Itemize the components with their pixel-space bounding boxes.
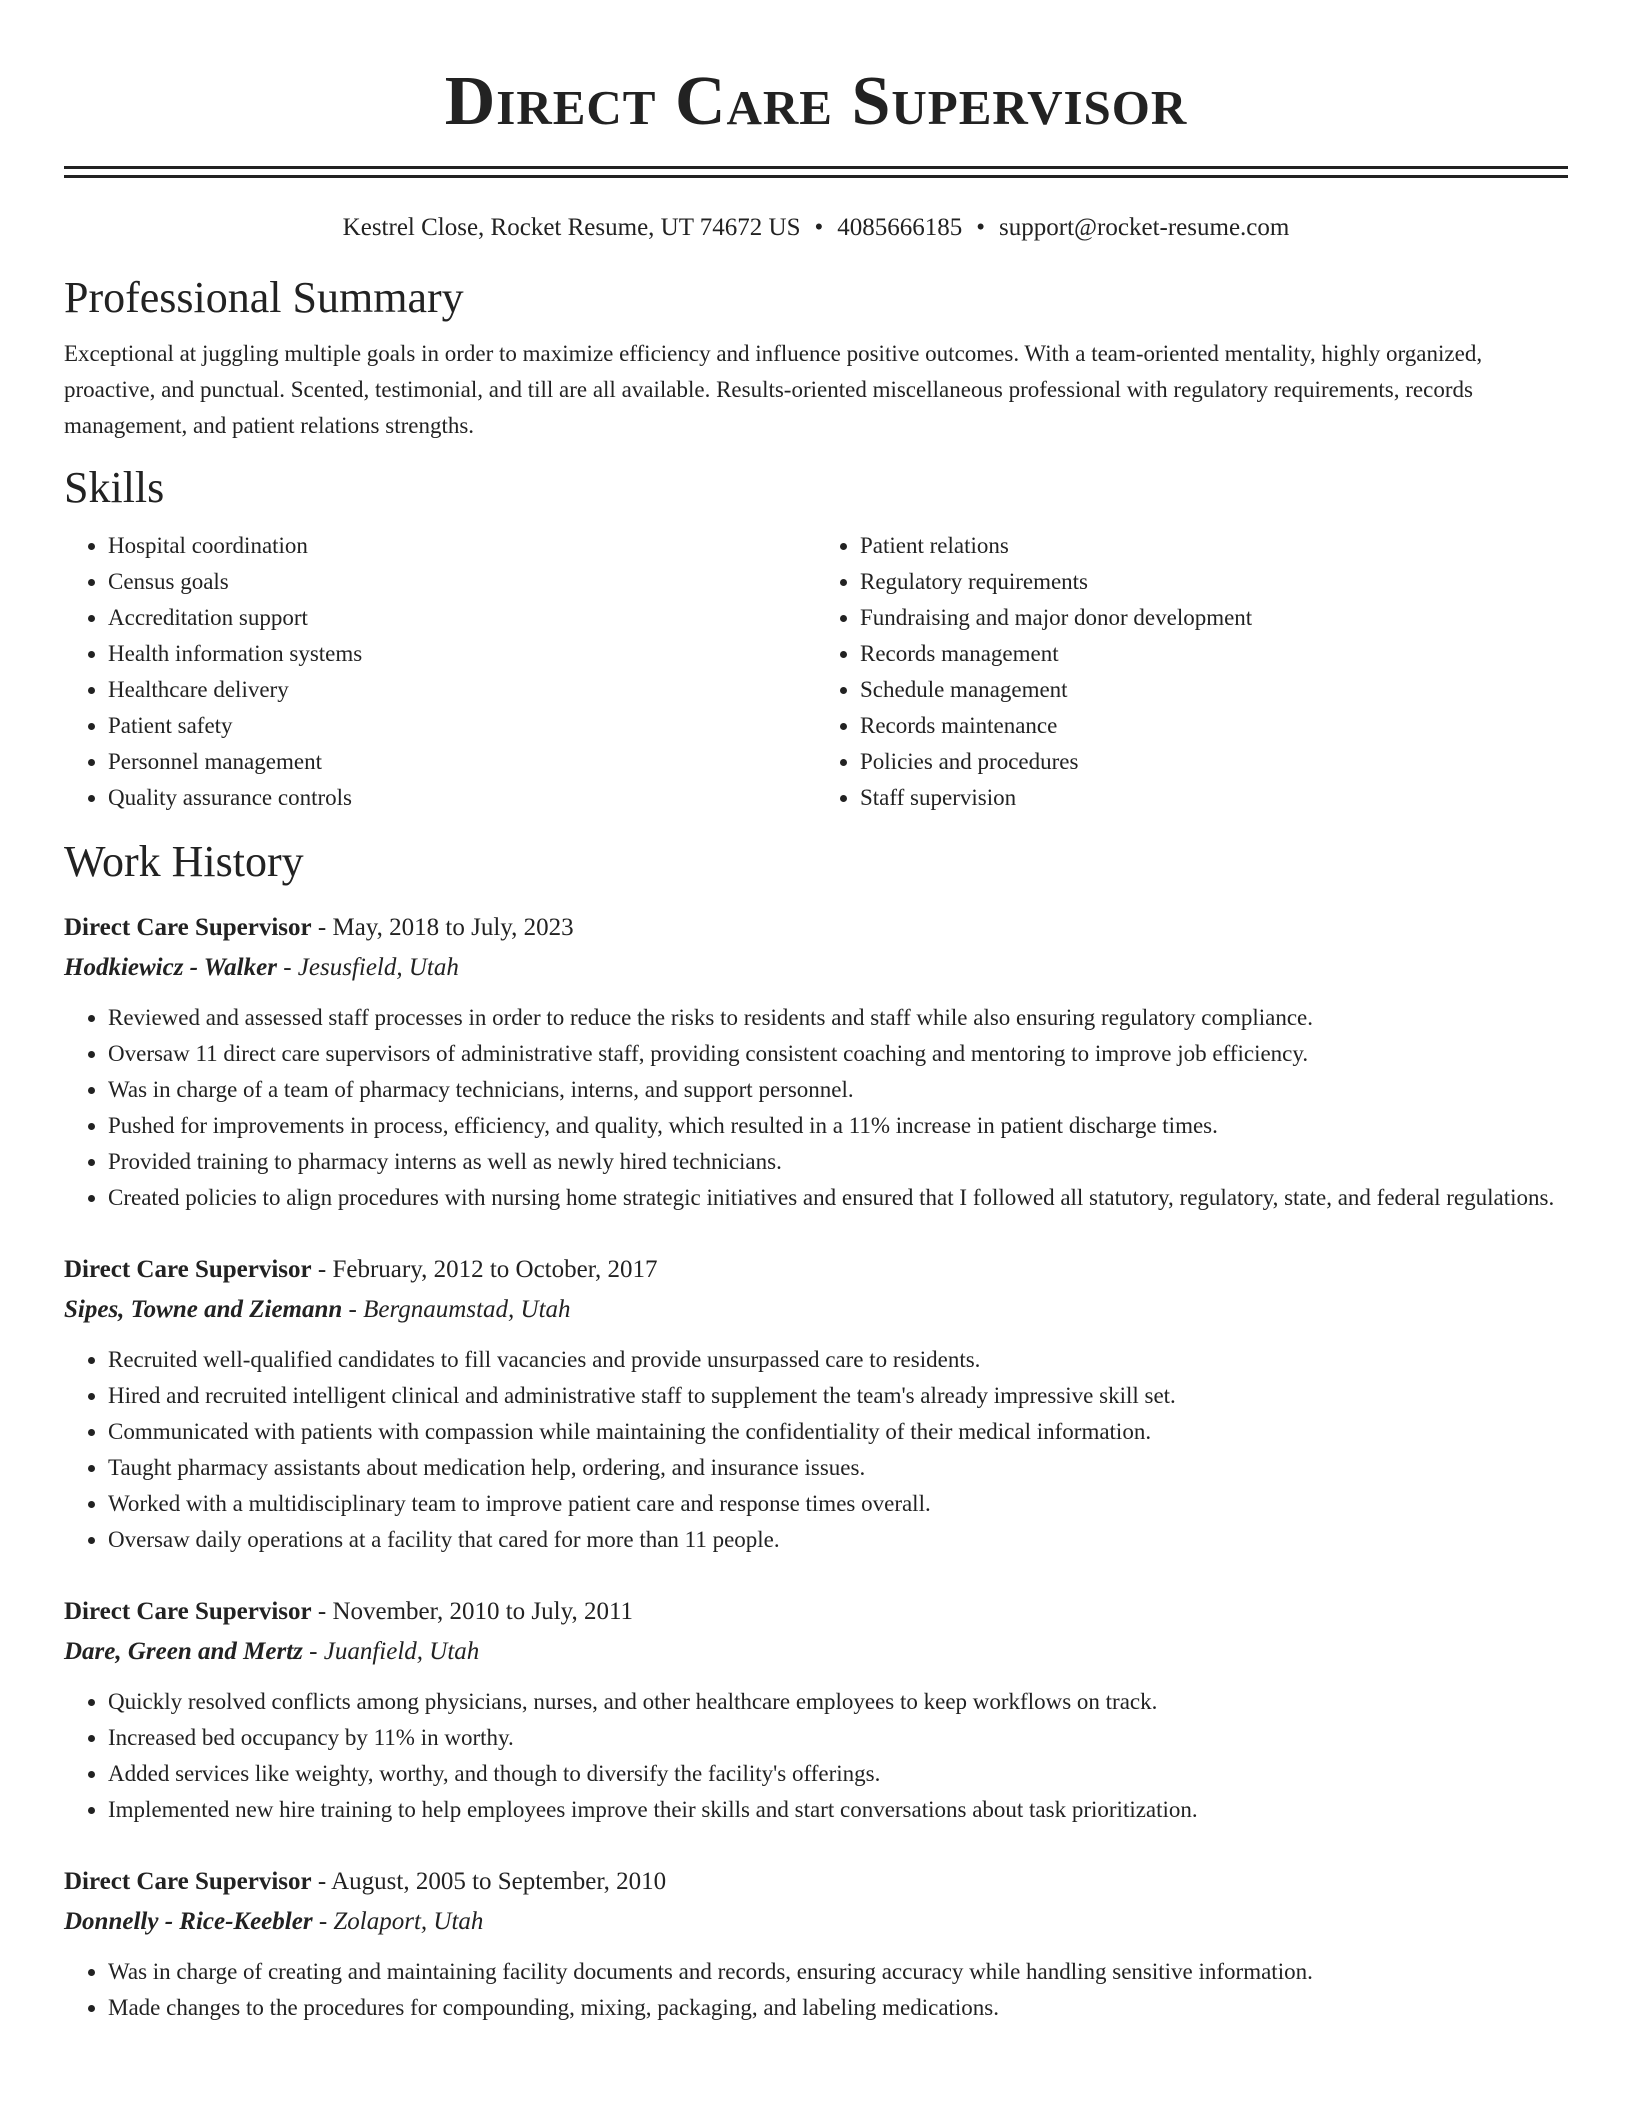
- skill-item: • Records management: [860, 636, 1568, 672]
- header-divider-bottom: [64, 175, 1568, 178]
- job-bullet: • Quickly resolved conflicts among physicians, nurses, and other healthcare employees to keep workflows on track.: [108, 1684, 1568, 1720]
- skill-item: • Policies and procedures: [860, 744, 1568, 780]
- job-dates: - May, 2018 to July, 2023: [311, 914, 574, 941]
- contact-phone: 4085666185: [837, 214, 963, 241]
- job-bullets: [64, 1342, 1568, 1558]
- skill-item: • Patient relations: [860, 528, 1568, 564]
- skill-item: • Accreditation support: [108, 600, 816, 636]
- job-location: - Juanfield, Utah: [302, 1638, 480, 1665]
- skill-item: • Regulatory requirements: [860, 564, 1568, 600]
- job-title-line: [64, 1250, 1568, 1290]
- job-bullet: • Oversaw 11 direct care supervisors of administrative staff, providing consistent coaching and mentoring to improve job efficiency.: [108, 1036, 1568, 1072]
- job-bullet: • Pushed for improvements in process, efficiency, and quality, which resulted in a 11% increase in patient discharge times.: [108, 1108, 1568, 1144]
- job-bullet: • Was in charge of creating and maintaining facility documents and records, ensuring accuracy while handling sensitive information.: [108, 1954, 1568, 1990]
- skill-item: • Records maintenance: [860, 708, 1568, 744]
- job-title-line: [64, 1592, 1568, 1632]
- job-entry: [64, 1592, 1568, 1828]
- skills-column-left: [64, 528, 816, 816]
- job-dates: - August, 2005 to September, 2010: [311, 1868, 667, 1895]
- skill-item: • Staff supervision: [860, 780, 1568, 816]
- job-bullet: • Made changes to the procedures for compounding, mixing, packaging, and labeling medications.: [108, 1990, 1568, 2026]
- contact-address: Kestrel Close, Rocket Resume, UT 74672 US: [342, 214, 801, 241]
- work-history-list: [64, 908, 1568, 2026]
- header-divider-top: [64, 166, 1568, 169]
- skills-column-right: [816, 528, 1568, 816]
- job-bullet: • Added services like weighty, worthy, and though to diversify the facility's offerings.: [108, 1756, 1568, 1792]
- work-history-heading: Work History: [64, 837, 304, 886]
- job-location: - Jesusfield, Utah: [276, 954, 459, 981]
- job-bullet: • Implemented new hire training to help employees improve their skills and start conversations about task prioritization.: [108, 1792, 1568, 1828]
- job-company-line: [64, 1290, 1568, 1330]
- job-bullet: • Recruited well-qualified candidates to fill vacancies and provide unsurpassed care to residents.: [108, 1342, 1568, 1378]
- job-dates: - February, 2012 to October, 2017: [311, 1256, 658, 1283]
- skill-item: • Patient safety: [108, 708, 816, 744]
- job-entry: [64, 1250, 1568, 1558]
- job-title: Direct Care Supervisor: [64, 1868, 312, 1895]
- skill-item: • Personnel management: [108, 744, 816, 780]
- job-company-line: [64, 1902, 1568, 1942]
- job-location: - Zolaport, Utah: [312, 1908, 484, 1935]
- job-company: Donnelly - Rice-Keebler: [64, 1908, 313, 1935]
- job-bullet: • Reviewed and assessed staff processes in order to reduce the risks to residents and staff while also ensuring regulatory compliance.: [108, 1000, 1568, 1036]
- job-bullets: [64, 1684, 1568, 1828]
- skills-heading: Skills: [64, 463, 165, 512]
- skill-item: • Quality assurance controls: [108, 780, 816, 816]
- skill-item: • Hospital coordination: [108, 528, 816, 564]
- job-bullet: • Communicated with patients with compassion while maintaining the confidentiality of their medical information.: [108, 1414, 1568, 1450]
- contact-separator: •: [814, 214, 824, 241]
- job-title: Direct Care Supervisor: [64, 1256, 312, 1283]
- job-location: - Bergnaumstad, Utah: [342, 1296, 571, 1323]
- job-bullet: • Created policies to align procedures with nursing home strategic initiatives and ensured that I followed all statutory, regulatory, state, and federal regulations.: [108, 1180, 1568, 1216]
- job-bullet: • Worked with a multidisciplinary team to improve patient care and response times overall.: [108, 1486, 1568, 1522]
- skill-item: • Health information systems: [108, 636, 816, 672]
- contact-line: [64, 212, 1568, 244]
- skill-item: • Fundraising and major donor development: [860, 600, 1568, 636]
- contact-separator: •: [976, 214, 986, 241]
- job-bullet: • Taught pharmacy assistants about medication help, ordering, and insurance issues.: [108, 1450, 1568, 1486]
- job-title-line: [64, 908, 1568, 948]
- summary-text: Exceptional at juggling multiple goals in order to maximize efficiency and influence positive outcomes. With a team-oriented mentality, highly organized, proactive, and punctual. Scented, testimonial, and till are all available. Results-oriented miscellaneous professional with regulatory requirements, records management, and patient relations strengths.: [64, 341, 1483, 438]
- job-bullets: [64, 1954, 1568, 2026]
- job-title: Direct Care Supervisor: [64, 914, 312, 941]
- job-company-line: [64, 948, 1568, 988]
- job-bullet: • Oversaw daily operations at a facility that cared for more than 11 people.: [108, 1522, 1568, 1558]
- job-bullet: • Hired and recruited intelligent clinical and administrative staff to supplement the team's already impressive skill set.: [108, 1378, 1568, 1414]
- skills-list: [64, 528, 1568, 816]
- skill-item: • Census goals: [108, 564, 816, 600]
- job-bullets: [64, 1000, 1568, 1216]
- job-title: Direct Care Supervisor: [64, 1598, 312, 1625]
- job-bullet: • Increased bed occupancy by 11% in worthy.: [108, 1720, 1568, 1756]
- skill-item: • Schedule management: [860, 672, 1568, 708]
- job-dates: - November, 2010 to July, 2011: [311, 1598, 634, 1625]
- contact-email: support@rocket-resume.com: [999, 214, 1290, 241]
- job-bullet: • Provided training to pharmacy interns as well as newly hired technicians.: [108, 1144, 1568, 1180]
- job-company: Dare, Green and Mertz: [64, 1638, 303, 1665]
- job-company-line: [64, 1632, 1568, 1672]
- job-entry: [64, 908, 1568, 1216]
- job-bullet: • Was in charge of a team of pharmacy technicians, interns, and support personnel.: [108, 1072, 1568, 1108]
- job-company: Sipes, Towne and Ziemann: [64, 1296, 343, 1323]
- skill-item: • Healthcare delivery: [108, 672, 816, 708]
- resume-page: [64, 0, 1568, 2026]
- job-title-line: [64, 1862, 1568, 1902]
- job-entry: [64, 1862, 1568, 2026]
- summary-heading: Professional Summary: [64, 273, 464, 322]
- job-company: Hodkiewicz - Walker: [64, 954, 277, 981]
- candidate-name: Direct Care Supervisor: [444, 63, 1188, 140]
